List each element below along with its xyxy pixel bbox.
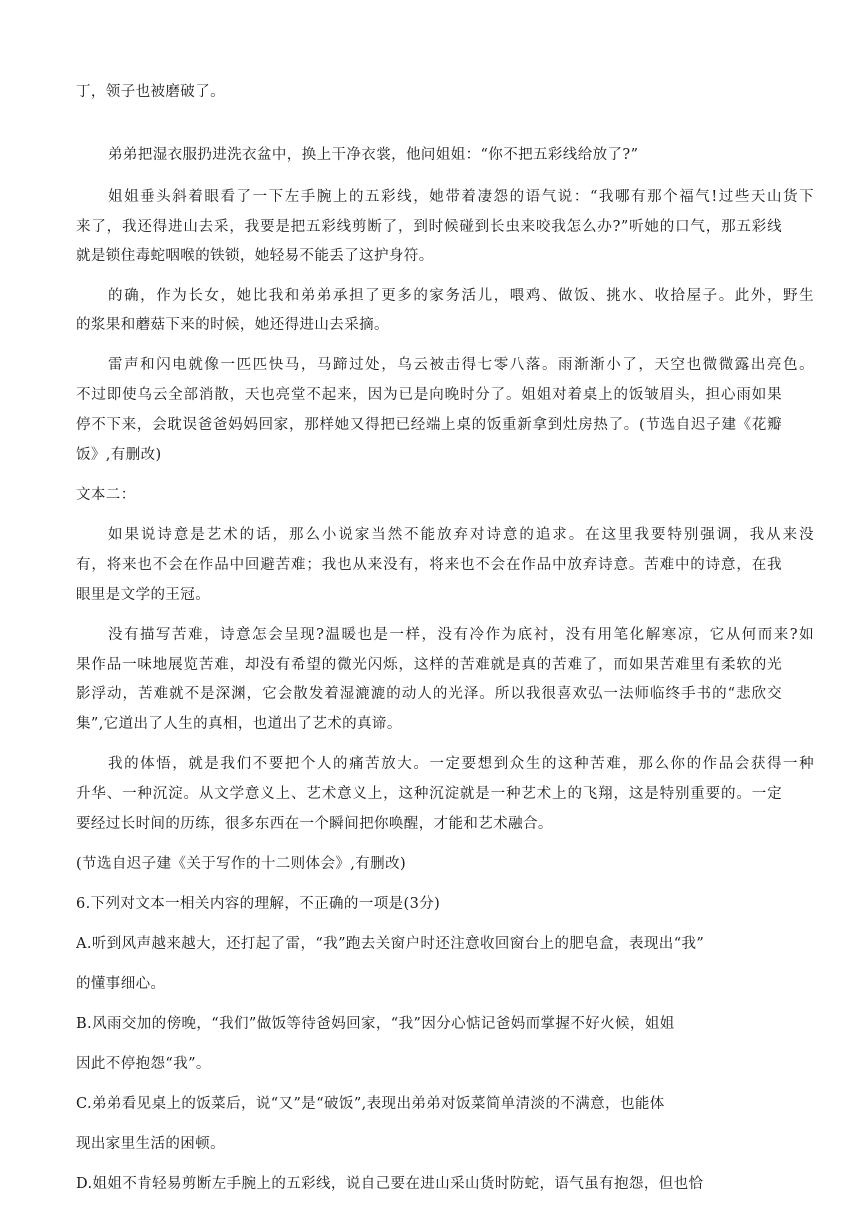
text-line: 丁，领子也被磨破了。 bbox=[76, 84, 225, 100]
text-line: 我的体悟，就是我们不要把个人的痛苦放大。一定要想到众生的这种苦难，那么你的作品会获得一种 bbox=[108, 756, 814, 772]
text-line: 果作品一味地展览苦难，却没有希望的微光闪烁，这样的苦难就是真的苦难了，而如果苦难里有柔软的光 bbox=[76, 657, 782, 673]
text-line: 的浆果和蘑菇下来的时候，她还得进山去采摘。 bbox=[76, 317, 389, 333]
text-line: 集”,它道出了人生的真相，也道出了艺术的真谛。 bbox=[76, 716, 402, 732]
option-b: B.风雨交加的傍晚，“我们”做饭等待爸妈回家，“我”因分心惦记爸妈而掌握不好火候，姐姐 bbox=[76, 1016, 675, 1032]
option-a-cont: 的懂事细心。 bbox=[76, 976, 166, 992]
option-c: C.弟弟看见桌上的饭菜后，说“又”是“破饭”,表现出弟弟对饭菜简单清淡的不满意，也能体 bbox=[76, 1096, 665, 1112]
text-line: 弟弟把湿衣服扔进洗衣盆中，换上干净衣裳，他问姐姐：“你不把五彩线给放了?” bbox=[108, 147, 639, 163]
text-line: 就是锁住毒蛇咽喉的铁锁，她轻易不能丢了这护身符。 bbox=[76, 248, 434, 264]
text-line: 有，将来也不会在作品中回避苦难；我也从来没有，将来也不会在作品中放弃诗意。苦难中的诗意，在我 bbox=[76, 557, 782, 573]
option-a: A.听到风声越来越大，还打起了雷，“我”跑去关窗户时还注意收回窗台上的肥皂盒，表现出“我” bbox=[76, 936, 705, 952]
text-line: 要经过长时间的历练，很多东西在一个瞬间把你唤醒，才能和艺术融合。 bbox=[76, 816, 553, 832]
question-stem: 6.下列对文本一相关内容的理解，不正确的一项是(3分) bbox=[76, 896, 441, 912]
text-line: 雷声和闪电就像一匹匹快马，马蹄过处，乌云被击得七零八落。雨渐渐小了，天空也微微露出亮色。 bbox=[108, 357, 814, 373]
text-line: 升华、一种沉淀。从文学意义上、艺术意义上，这种沉淀就是一种艺术上的飞翔，这是特别重要的。一定 bbox=[76, 786, 782, 802]
text-line: 姐姐垂头斜着眼看了一下左手腕上的五彩线，她带着凄怨的语气说：“我哪有那个福气!过些天山货下 bbox=[108, 189, 814, 205]
text-line: 没有描写苦难，诗意怎会呈现?温暖也是一样，没有冷作为底衬，没有用笔化解寒凉，它从何而来?如 bbox=[108, 627, 814, 643]
text-line: 的确，作为长女，她比我和弟弟承担了更多的家务活儿，喂鸡、做饭、挑水、收拾屋子。此外，野生 bbox=[108, 288, 814, 304]
option-d: D.姐姐不肯轻易剪断左手腕上的五彩线，说自己要在进山采山货时防蛇，语气虽有抱怨，但也恰 bbox=[76, 1176, 704, 1192]
text-line: 不过即使乌云全部消散，天也亮堂不起来，因为已是向晚时分了。姐姐对着桌上的饭皱眉头，担心雨如果 bbox=[76, 387, 782, 403]
text-line: 停不下来，会耽误爸爸妈妈回家，那样她又得把已经端上桌的饭重新拿到灶房热了。(节选自迟子建《花瓣 bbox=[76, 417, 782, 433]
text-line: 饭》,有删改) bbox=[76, 447, 162, 463]
section-heading: 文本二： bbox=[76, 487, 136, 503]
text-line: 如果说诗意是艺术的话，那么小说家当然不能放弃对诗意的追求。在这里我要特别强调，我从来没 bbox=[108, 527, 814, 543]
text-line: 眼里是文学的王冠。 bbox=[76, 587, 211, 603]
source-note: (节选自迟子建《关于写作的十二则体会》,有删改) bbox=[76, 856, 407, 872]
text-line: 影浮动，苦难就不是深渊，它会散发着湿漉漉的动人的光泽。所以我很喜欢弘一法师临终手书的“悲欣交 bbox=[76, 686, 782, 702]
option-c-cont: 现出家里生活的困顿。 bbox=[76, 1136, 225, 1152]
option-b-cont: 因此不停抱怨“我”。 bbox=[76, 1056, 211, 1072]
text-line: 来了，我还得进山去采，我要是把五彩线剪断了，到时候碰到长虫来咬我怎么办?”听她的口气，那五彩线 bbox=[76, 219, 782, 235]
